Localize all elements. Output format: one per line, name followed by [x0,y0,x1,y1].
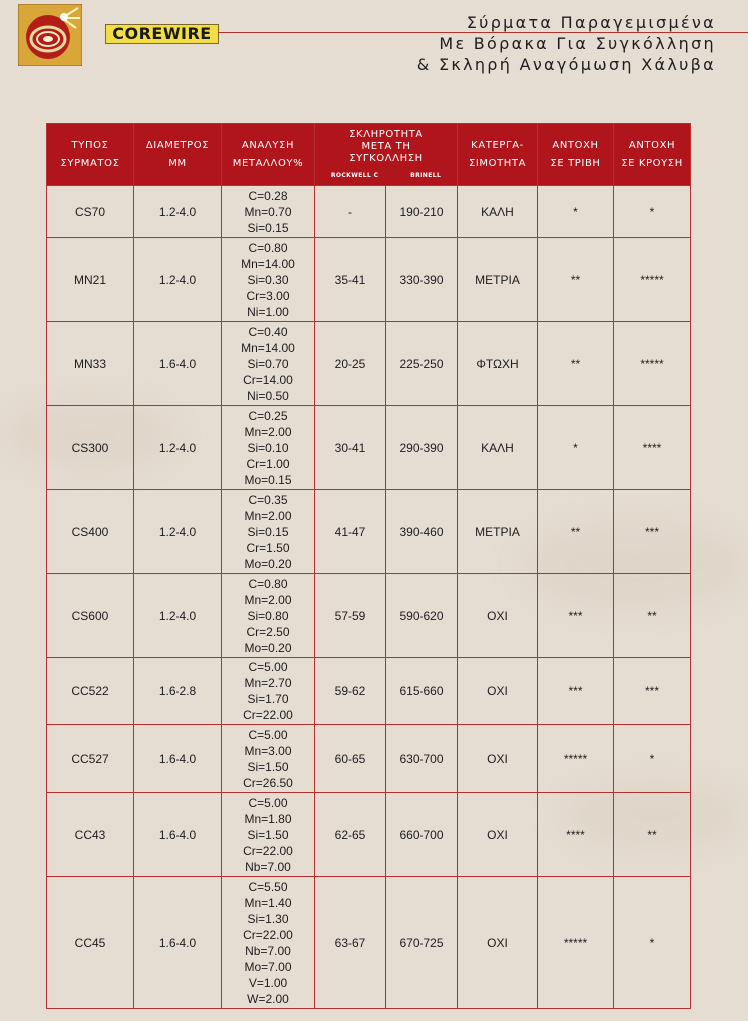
composition-value: W=2.00 [247,991,289,1006]
composition-value: Mn=14.00 [241,256,295,271]
composition-value: Nb=7.00 [245,859,291,874]
cell-machinability: ΜΕΤΡΙΑ [458,238,538,322]
composition-value: Si=0.10 [247,440,289,455]
cell-brinell: 225-250 [386,322,458,406]
cell-type: CC522 [47,658,134,725]
cell-type: CS400 [47,490,134,574]
cell-brinell: 190-210 [386,186,458,238]
cell-impact: * [614,877,691,1009]
cell-impact: ** [614,574,691,658]
cell-diameter: 1.6-2.8 [134,658,222,725]
cell-impact: *** [614,658,691,725]
composition-value: Cr=3.00 [246,288,290,303]
cell-rockwell: 59-62 [315,658,386,725]
cell-type: CC43 [47,793,134,877]
cell-composition [222,574,315,658]
cell-diameter: 1.2-4.0 [134,406,222,490]
cell-composition [222,877,315,1009]
composition-value: C=0.80 [248,576,288,591]
composition-value: Cr=2.50 [246,624,290,639]
cell-composition [222,186,315,238]
composition-value: C=5.00 [248,660,288,674]
composition-value: Mn=2.00 [244,592,292,607]
cell-rockwell: 63-67 [315,877,386,1009]
composition-value: Mo=0.20 [244,556,292,571]
composition-value: C=5.00 [248,795,288,810]
composition-value: Si=1.70 [247,692,289,706]
brand-name: COREWIRE [105,24,219,44]
cell-diameter: 1.6-4.0 [134,725,222,793]
composition-value: C=0.40 [248,324,288,339]
cell-type: CC45 [47,877,134,1009]
table-row [47,322,691,406]
cell-brinell: 660-700 [386,793,458,877]
cell-wear: ***** [538,725,614,793]
composition-value: Mo=0.20 [244,640,292,655]
composition-value: Cr=26.50 [243,775,293,790]
cell-composition [222,658,315,725]
composition-value: Nb=7.00 [245,943,291,958]
cell-type: CS600 [47,574,134,658]
composition-value: C=0.80 [248,240,288,255]
composition-value: C=0.25 [248,408,288,423]
table-row [47,186,691,238]
cell-composition [222,725,315,793]
header-analysis: ΑΝΑΛΥΣΗ ΜΕΤΑΛΛΟΥ% [222,124,315,186]
cell-type: CS70 [47,186,134,238]
cell-machinability: ΟΧΙ [458,658,538,725]
cell-brinell: 615-660 [386,658,458,725]
cell-impact: **** [614,406,691,490]
cell-brinell: 590-620 [386,574,458,658]
table-row [47,725,691,793]
composition-value: Mn=3.00 [244,743,292,758]
cell-rockwell: 20-25 [315,322,386,406]
cell-rockwell: 30-41 [315,406,386,490]
composition-value: Si=1.50 [247,827,289,842]
header-wear: ΑΝΤΟΧΗ ΣΕ ΤΡΙΒΗ [538,124,614,186]
cell-wear: **** [538,793,614,877]
cell-wear: * [538,186,614,238]
cell-composition [222,793,315,877]
cell-machinability: ΟΧΙ [458,793,538,877]
cell-machinability: ΟΧΙ [458,574,538,658]
cell-wear: ** [538,490,614,574]
cell-diameter: 1.2-4.0 [134,238,222,322]
cell-rockwell: - [315,186,386,238]
composition-value: Mo=0.15 [244,472,292,487]
table-row [47,658,691,725]
composition-value: Si=0.30 [247,272,289,287]
cell-diameter: 1.6-4.0 [134,877,222,1009]
cell-composition [222,238,315,322]
cell-type: CS300 [47,406,134,490]
cell-brinell: 630-700 [386,725,458,793]
composition-value: Ni=0.50 [247,388,289,403]
cell-rockwell: 62-65 [315,793,386,877]
cell-impact: ***** [614,238,691,322]
table-row [47,406,691,490]
composition-value: Mn=2.70 [244,676,292,690]
composition-value: C=5.50 [248,879,288,894]
cell-impact: *** [614,490,691,574]
cell-rockwell: 60-65 [315,725,386,793]
cell-machinability: ΟΧΙ [458,725,538,793]
table-row [47,490,691,574]
composition-value: Si=0.80 [247,608,289,623]
composition-value: Mn=14.00 [241,340,295,355]
header-machinability: ΚΑΤΕΡΓΑ- ΣΙΜΟΤΗΤΑ [458,124,538,186]
cell-composition [222,406,315,490]
cell-diameter: 1.2-4.0 [134,186,222,238]
cell-diameter: 1.6-4.0 [134,793,222,877]
cell-impact: * [614,725,691,793]
cell-rockwell: 35-41 [315,238,386,322]
composition-value: Mn=1.80 [244,811,292,826]
cell-diameter: 1.2-4.0 [134,490,222,574]
cell-wear: ** [538,238,614,322]
cell-type: MN33 [47,322,134,406]
cell-wear: *** [538,574,614,658]
composition-value: Mn=2.00 [244,508,292,523]
header-type: ΤΥΠΟΣ ΣΥΡΜΑΤΟΣ [47,124,134,186]
cell-machinability: ΜΕΤΡΙΑ [458,490,538,574]
composition-value: Si=0.70 [247,356,289,371]
cell-machinability: ΚΑΛΗ [458,406,538,490]
composition-value: V=1.00 [248,975,288,990]
cell-diameter: 1.2-4.0 [134,574,222,658]
composition-value: Si=1.30 [247,911,289,926]
title-line: Σύρματα Παραγεμισμένα [466,13,716,32]
cell-brinell: 390-460 [386,490,458,574]
header-diameter: ΔΙΑΜΕΤΡΟΣ ΜΜ [134,124,222,186]
composition-value: Cr=1.50 [246,540,290,555]
composition-value: C=0.28 [248,188,288,203]
composition-value: Mn=0.70 [244,204,292,219]
cell-composition [222,322,315,406]
wire-spec-table [46,123,691,1009]
composition-value: Cr=14.00 [243,372,293,387]
composition-value: Si=1.50 [247,759,289,774]
composition-value: Mn=2.00 [244,424,292,439]
composition-value: Mo=7.00 [244,959,292,974]
cell-machinability: ΚΑΛΗ [458,186,538,238]
cell-wear: * [538,406,614,490]
header-hardness: ΣΚΛΗΡΟΤΗΤΑ ΜΕΤΑ ΤΗ ΣΥΓΚΟΛΛΗΣΗ ROCKWELL C BRINELL [315,124,458,186]
cell-impact: * [614,186,691,238]
composition-value: Si=0.15 [247,524,289,539]
cell-impact: ** [614,793,691,877]
composition-value: Si=0.15 [247,220,289,235]
cell-wear: ***** [538,877,614,1009]
cell-brinell: 330-390 [386,238,458,322]
cell-machinability: ΦΤΩΧΗ [458,322,538,406]
cell-wear: *** [538,658,614,725]
cell-wear: ** [538,322,614,406]
table-row [47,238,691,322]
cell-composition [222,490,315,574]
composition-value: C=5.00 [248,727,288,742]
title-line: & Σκληρή Αναγόμωση Χάλυβα [416,55,716,74]
table-row [47,793,691,877]
logo [18,4,82,66]
table-row [47,877,691,1009]
header-impact: ΑΝΤΟΧΗ ΣΕ ΚΡΟΥΣΗ [614,124,691,186]
cell-type: CC527 [47,725,134,793]
header-brinell: BRINELL [410,172,442,179]
composition-value: Cr=22.00 [243,843,293,858]
cell-type: MN21 [47,238,134,322]
composition-value: Cr=22.00 [243,927,293,942]
cell-machinability: ΟΧΙ [458,877,538,1009]
composition-value: Mn=1.40 [244,895,292,910]
cell-brinell: 670-725 [386,877,458,1009]
cell-rockwell: 57-59 [315,574,386,658]
header-rockwell: ROCKWELL C [330,172,379,179]
table-row [47,574,691,658]
table-header-row [47,124,691,186]
composition-value: C=0.35 [248,492,288,507]
title-line: Με Βόρακα Για Συγκόλληση [439,34,716,53]
cell-rockwell: 41-47 [315,490,386,574]
composition-value: Ni=1.00 [247,304,289,319]
composition-value: Cr=22.00 [243,708,293,722]
cell-impact: ***** [614,322,691,406]
cell-diameter: 1.6-4.0 [134,322,222,406]
page-title [417,12,716,75]
composition-value: Cr=1.00 [246,456,290,471]
cell-brinell: 290-390 [386,406,458,490]
